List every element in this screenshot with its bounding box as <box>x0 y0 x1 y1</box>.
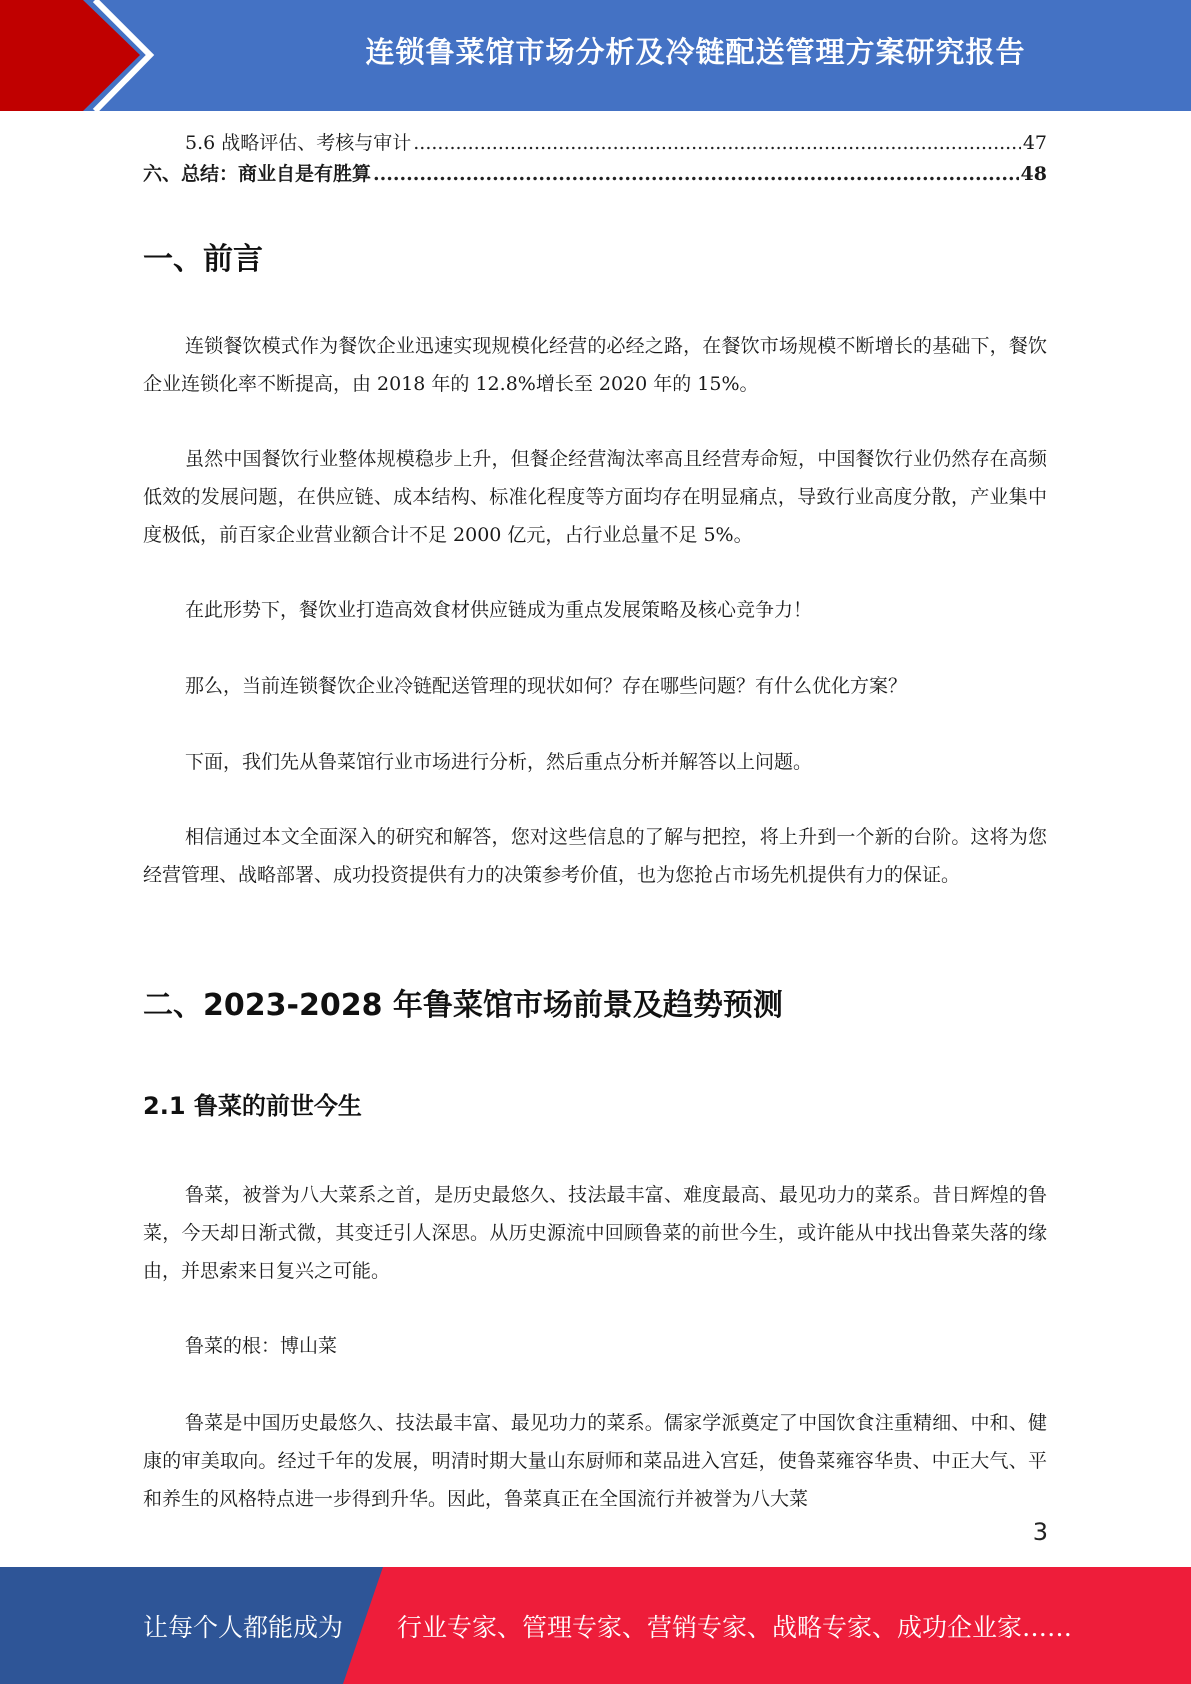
page-number: 3 <box>1032 1518 1048 1546</box>
toc-entry-page: 47 <box>1022 132 1047 154</box>
body-paragraph: 那么，当前连锁餐饮企业冷链配送管理的现状如何？存在哪些问题？有什么优化方案？ <box>185 675 908 697</box>
body-paragraph: 虽然中国餐饮行业整体规模稳步上升，但餐企经营淘汰率高且经营寿命短，中国餐饮行业仍然存在高频低效的发展问题，在供应链、成本结构、标准化程度等方面均存在明显痛点，导致行业高度分散，产业集中度极低，前百家企业营业额合计不足 2000 亿元，占行业总量不足 5%。 <box>143 448 1047 546</box>
section-heading: 一、前言 <box>143 242 263 277</box>
body-paragraph: 连锁餐饮模式作为餐饮企业迅速实现规模化经营的必经之路，在餐饮市场规模不断增长的基础下，餐饮企业连锁化率不断提高，由 2018 年的 12.8%增长至 2020 年的 15%。 <box>143 335 1047 395</box>
toc-entry-label: 5.6 战略评估、考核与审计 <box>185 132 412 154</box>
toc-entry-page: 48 <box>1020 163 1047 185</box>
body-paragraph: 鲁菜是中国历史最悠久、技法最丰富、最见功力的菜系。儒家学派奠定了中国饮食注重精细、中和、健康的审美取向。经过千年的发展，明清时期大量山东厨师和菜品进入宫廷，使鲁菜雍容华贵、中正大气、平和养生的风格特点进一步得到升华。因此，鲁菜真正在全国流行并被誉为八大菜 <box>143 1412 1047 1510</box>
body-paragraph: 鲁菜的根：博山菜 <box>185 1335 338 1357</box>
body-paragraph: 相信通过本文全面深入的研究和解答，您对这些信息的了解与把控，将上升到一个新的台阶。这将为您经营管理、战略部署、成功投资提供有力的决策参考价值，也为您抢占市场先机提供有力的保证。 <box>143 826 1047 886</box>
toc-leader-dots <box>373 163 1019 185</box>
toc-entry[interactable] <box>143 159 1047 189</box>
toc-entry-label: 六、总结：商业自是有胜算 <box>143 163 372 185</box>
report-title: 连锁鲁菜馆市场分析及冷链配送管理方案研究报告 <box>365 35 1026 69</box>
body-paragraph: 下面，我们先从鲁菜馆行业市场进行分析，然后重点分析并解答以上问题。 <box>185 751 813 773</box>
section-heading: 二、2023-2028 年鲁菜馆市场前景及趋势预测 <box>143 988 783 1023</box>
body-paragraph: 在此形势下，餐饮业打造高效食材供应链成为重点发展策略及核心竞争力！ <box>185 599 813 621</box>
subsection-heading: 2.1 鲁菜的前世今生 <box>143 1092 362 1120</box>
footer-slogan-right: 行业专家、管理专家、营销专家、战略专家、成功企业家…… <box>397 1612 1073 1642</box>
footer-slogan-left: 让每个人都能成为 <box>143 1612 344 1642</box>
toc-leader-dots <box>413 132 1021 154</box>
toc-entry[interactable] <box>143 128 1047 158</box>
page-header <box>0 0 1191 111</box>
page-footer <box>0 1567 1191 1684</box>
body-paragraph: 鲁菜，被誉为八大菜系之首，是历史最悠久、技法最丰富、难度最高、最见功力的菜系。昔日辉煌的鲁菜，今天却日渐式微，其变迁引人深思。从历史源流中回顾鲁菜的前世今生，或许能从中找出鲁菜失落的缘由，并思索来日复兴之可能。 <box>143 1184 1047 1282</box>
